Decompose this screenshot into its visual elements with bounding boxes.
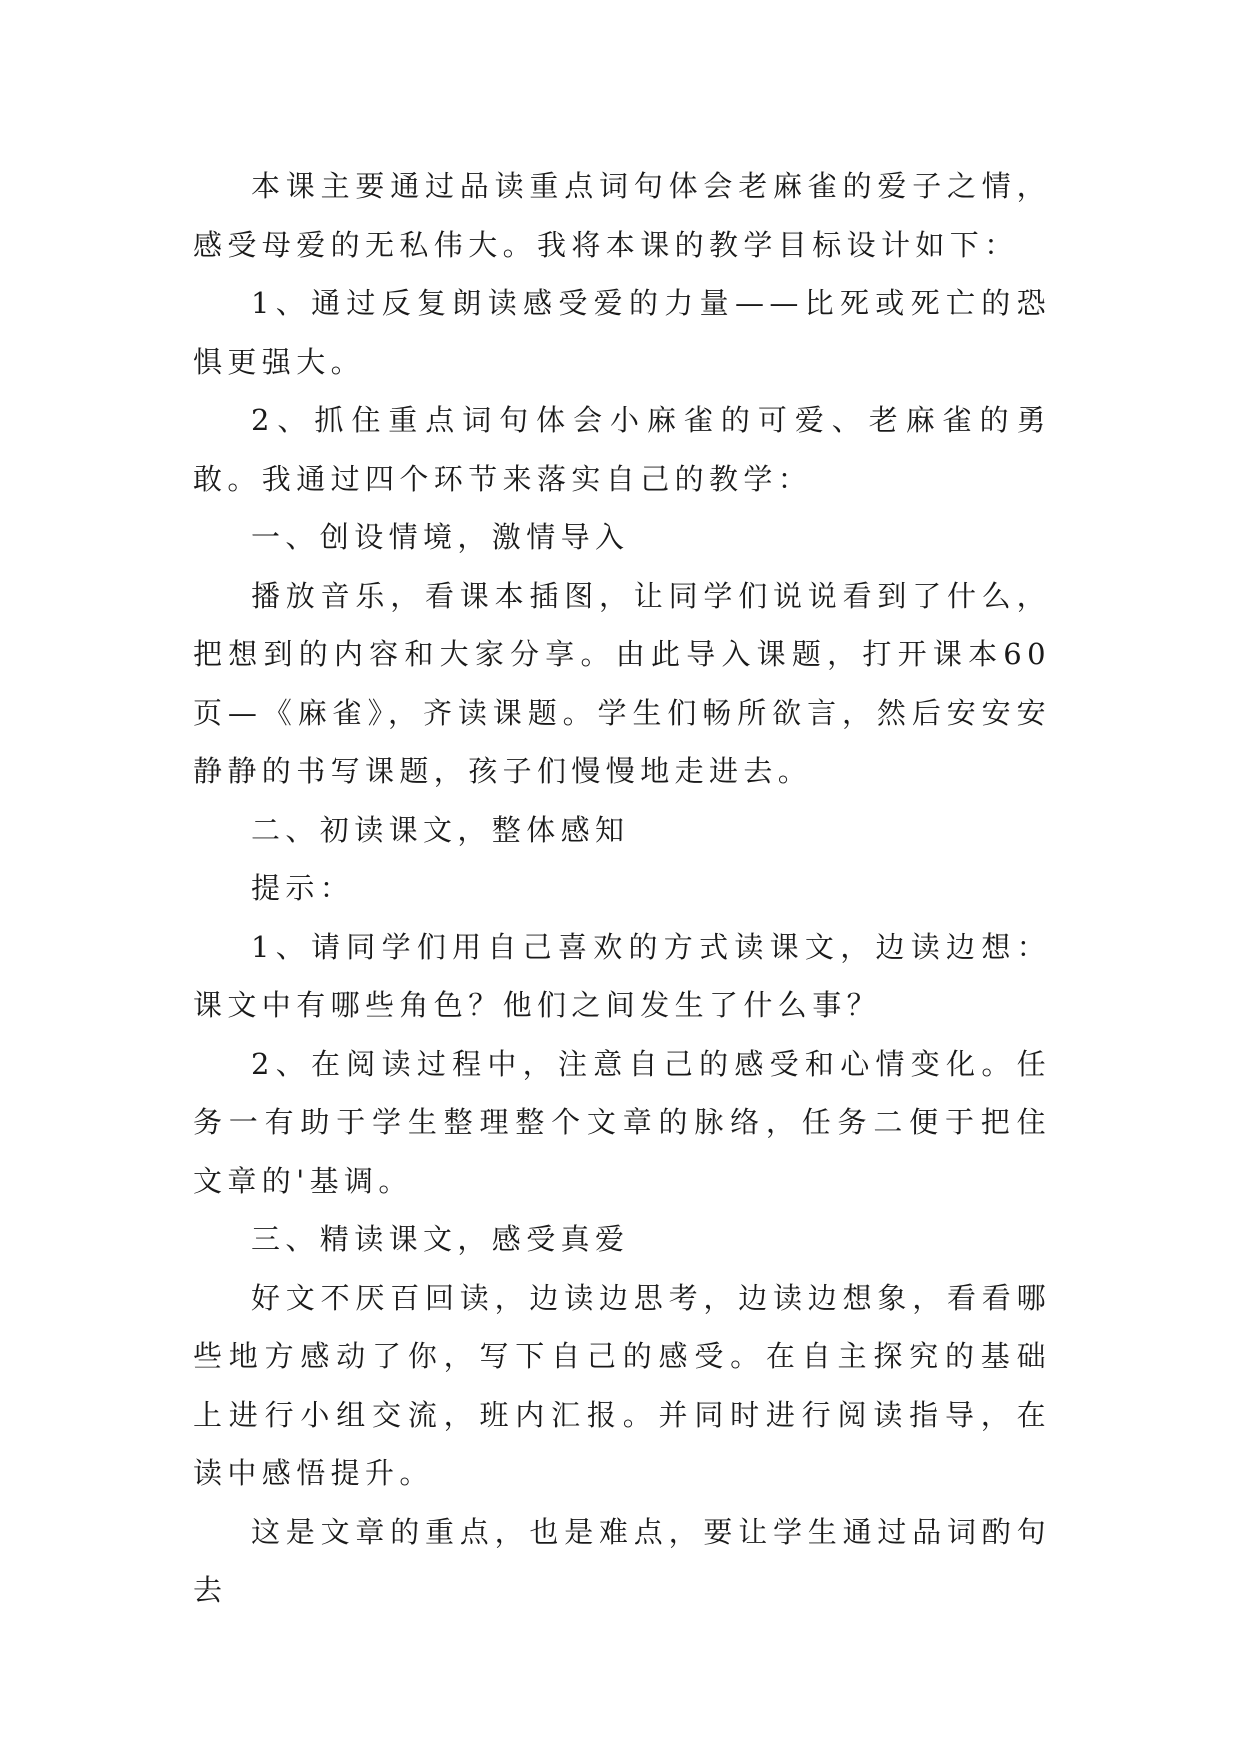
paragraph-section-1: 播放音乐，看课本插图，让同学们说说看到了什么，把想到的内容和大家分享。由此导入课题，打开课本60页—《麻雀》，齐读课题。学生们畅所欲言，然后安安安静静的书写课题，孩子们慢慢地走进去。 — [193, 578, 1051, 788]
paragraph-goal-2: 2、抓住重点词句体会小麻雀的可爱、老麻雀的勇敢。我通过四个环节来落实自己的教学： — [193, 403, 1051, 496]
section-heading-3: 三、精读课文，感受真爱 — [251, 1222, 630, 1256]
paragraph-section-3: 好文不厌百回读，边读边思考，边读边想象，看看哪些地方感动了你，写下自己的感受。在自主探究的基础上进行小组交流，班内汇报。并同时进行阅读指导，在读中感悟提升。 — [193, 1280, 1051, 1490]
paragraph-hint-label: 提示： — [251, 871, 355, 905]
paragraph-intro: 本课主要通过品读重点词句体会老麻雀的爱子之情，感受母爱的无私伟大。我将本课的教学目标设计如下： — [193, 169, 1051, 262]
paragraph-closing: 这是文章的重点，也是难点，要让学生通过品词酌句去 — [193, 1514, 1051, 1607]
section-heading-2: 二、初读课文，整体感知 — [251, 812, 630, 847]
paragraph-hint-2: 2、在阅读过程中，注意自己的感受和心情变化。任务一有助于学生整理整个文章的脉络，任务二便于把住文章的'基调。 — [193, 1046, 1051, 1198]
section-heading-1: 一、创设情境，激情导入 — [251, 520, 630, 554]
paragraph-hint-1: 1、请同学们用自己喜欢的方式读课文，边读边想：课文中有哪些角色？他们之间发生了什么事？ — [193, 929, 1051, 1022]
document-body — [193, 157, 1051, 1620]
paragraph-goal-1: 1、通过反复朗读感受爱的力量——比死或死亡的恐惧更强大。 — [193, 286, 1051, 379]
